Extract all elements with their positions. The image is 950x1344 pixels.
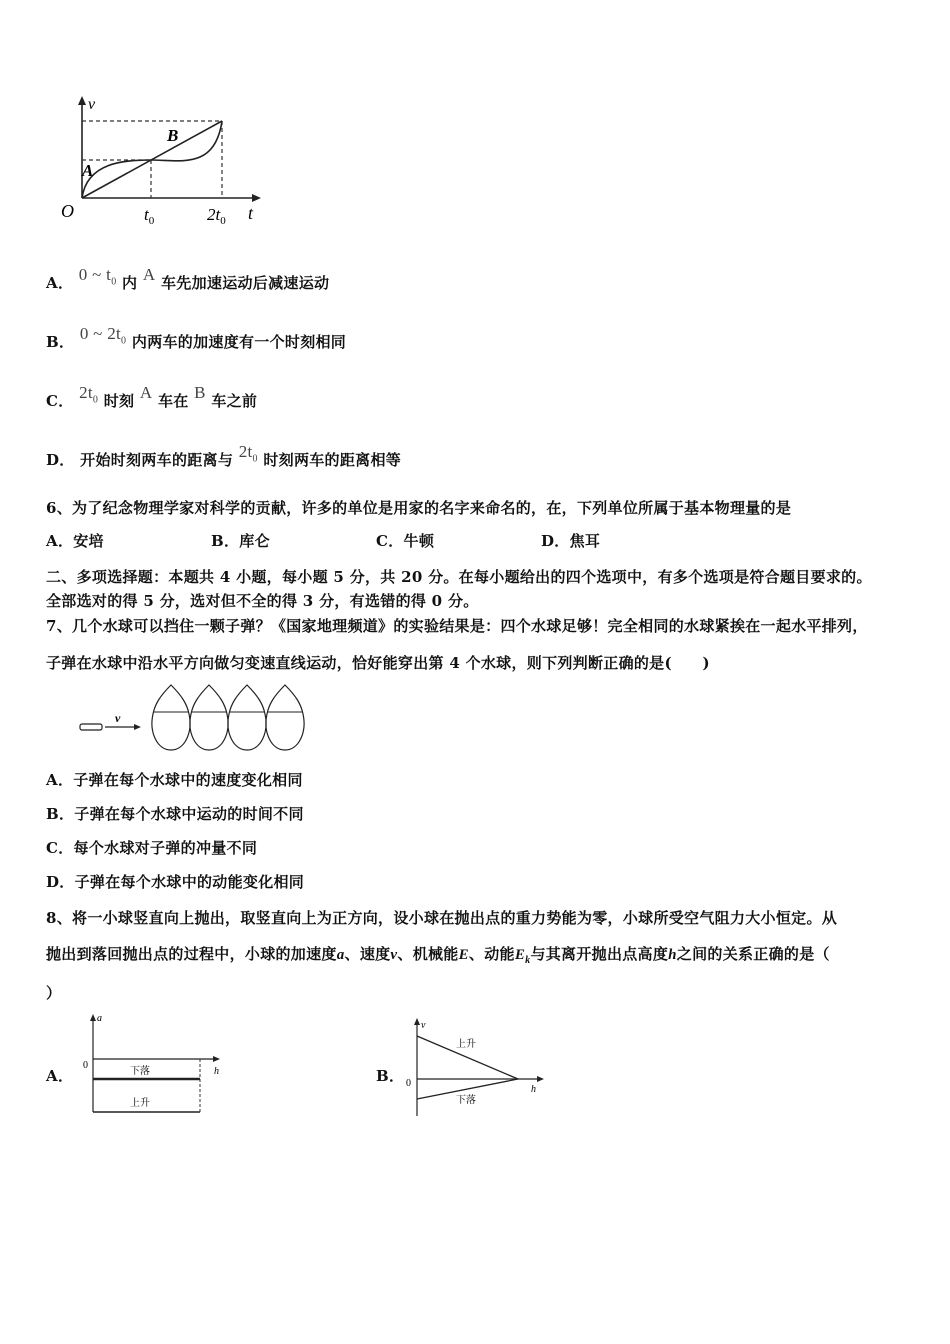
vt-graph (55, 92, 270, 232)
q8-option-a-letter: A． (46, 1067, 74, 1085)
graph-b-label-down: 下落 (456, 1095, 476, 1106)
graph-b-label-h: h (531, 1084, 536, 1095)
section2-line2: 全部选对的得 5 分，选对但不全的得 3 分，有选错的得 0 分。 (46, 592, 479, 610)
q6-stem: 6、为了纪念物理学家对科学的贡献，许多的单位是用家的名字来命名的，在，下列单位所属于基本物理量的是 (46, 499, 792, 517)
math-expr: 0 ~ $2t_0$ (79, 324, 127, 347)
vt-axis-v-arrow (78, 96, 86, 105)
q6-options (46, 530, 706, 551)
q7-option-d: D．子弹在每个水球中的动能变化相同 (46, 873, 305, 891)
graph-a-label-h: h (214, 1066, 219, 1077)
q5-option-b: B． 0 ~ $2t_0$ 内两车的加速度有一个时刻相同 (46, 324, 347, 351)
vt-axis-t-arrow (252, 194, 261, 202)
q7-stem-line1: 7、几个水球可以挡住一颗子弹？《国家地理频道》的实验结果是：四个水球足够！完全相同的水球紧挨在一起水平排列， (46, 617, 868, 635)
q7-stem-line2: 子弹在水球中沿水平方向做匀变速直线运动，恰好能穿出第 4 个水球，则下列判断正确的是( ) (46, 654, 710, 672)
graph-b-label-up: 上升 (456, 1039, 476, 1050)
graph-a-label-a: a (97, 1013, 102, 1024)
q8-graph-a (78, 1008, 238, 1118)
q7-option-b: B．子弹在每个水球中运动的时间不同 (46, 805, 304, 823)
velocity-label: v (115, 711, 121, 725)
q5-option-a: A． 0 ~ $t_0$ 内 A 车先加速运动后减速运动 (46, 265, 330, 292)
vt-label-b: B (167, 126, 179, 145)
graph-b-axis-y-arrow (414, 1018, 420, 1025)
graph-a-label-0: 0 (83, 1060, 88, 1071)
graph-b-label-0: 0 (406, 1078, 411, 1089)
q5-option-c: C． $2t_0$ 时刻 A 车在 B 车之前 (46, 383, 258, 410)
q5-option-d: D． 开始时刻两车的距离与 $2t_0$ 时刻两车的距离相等 (46, 442, 402, 469)
vt-tick-t0: $t_0$ (144, 205, 155, 227)
vt-label-origin: O (61, 201, 74, 221)
graph-b-label-v: v (421, 1020, 426, 1031)
q6-option: D．焦耳 (541, 532, 601, 550)
q8-stem-line2: 抛出到落回抛出点的过程中，小球的加速度a、速度v、机械能E、动能$E_k$与其离开抛出点高度h之间的关系正确的是（ (46, 945, 830, 966)
q6-option: A．安培 (46, 532, 104, 550)
q8-graph-b (400, 1014, 550, 1120)
vt-label-a: A (82, 161, 94, 180)
velocity-arrowhead (134, 724, 141, 730)
math-expr: $2t_0$ (238, 442, 258, 465)
q8-stem-line1: 8、将一小球竖直向上抛出，取竖直向上为正方向，设小球在抛出点的重力势能为零，小球所受空气阻力大小恒定。从 (46, 909, 838, 927)
q8-stem-line3: ） (46, 984, 62, 1002)
graph-b-axis-x-arrow (537, 1076, 544, 1082)
graph-a-axis-x-arrow (213, 1056, 220, 1062)
q7-option-c: C．每个水球对子弹的冲量不同 (46, 839, 258, 857)
q6-option: B．库仑 (211, 532, 270, 550)
water-ball (190, 685, 228, 750)
vt-label-t: t (248, 203, 254, 223)
water-ball (228, 685, 266, 750)
math-expr: 0 ~ $t_0$ (78, 265, 117, 288)
q6-option: C．牛顿 (376, 532, 435, 550)
graph-a-axis-y-arrow (90, 1014, 96, 1021)
math-expr: $2t_0$ (79, 383, 99, 406)
q8-option-b-letter: B． (376, 1067, 405, 1085)
vt-tick-2t0: $2t_0$ (207, 205, 226, 227)
vt-label-v: v (88, 96, 96, 113)
section2-line1: 二、多项选择题：本题共 4 小题，每小题 5 分，共 20 分。在每小题给出的四个选项中，有多个选项是符合题目要求的。 (46, 568, 872, 586)
q7-option-a: A．子弹在每个水球中的速度变化相同 (46, 771, 303, 789)
water-balls-figure (75, 680, 320, 755)
water-ball (266, 685, 304, 750)
bullet (80, 724, 102, 730)
water-ball (152, 685, 190, 750)
graph-a-label-down: 下落 (130, 1066, 150, 1077)
graph-a-label-up: 上升 (130, 1098, 150, 1109)
